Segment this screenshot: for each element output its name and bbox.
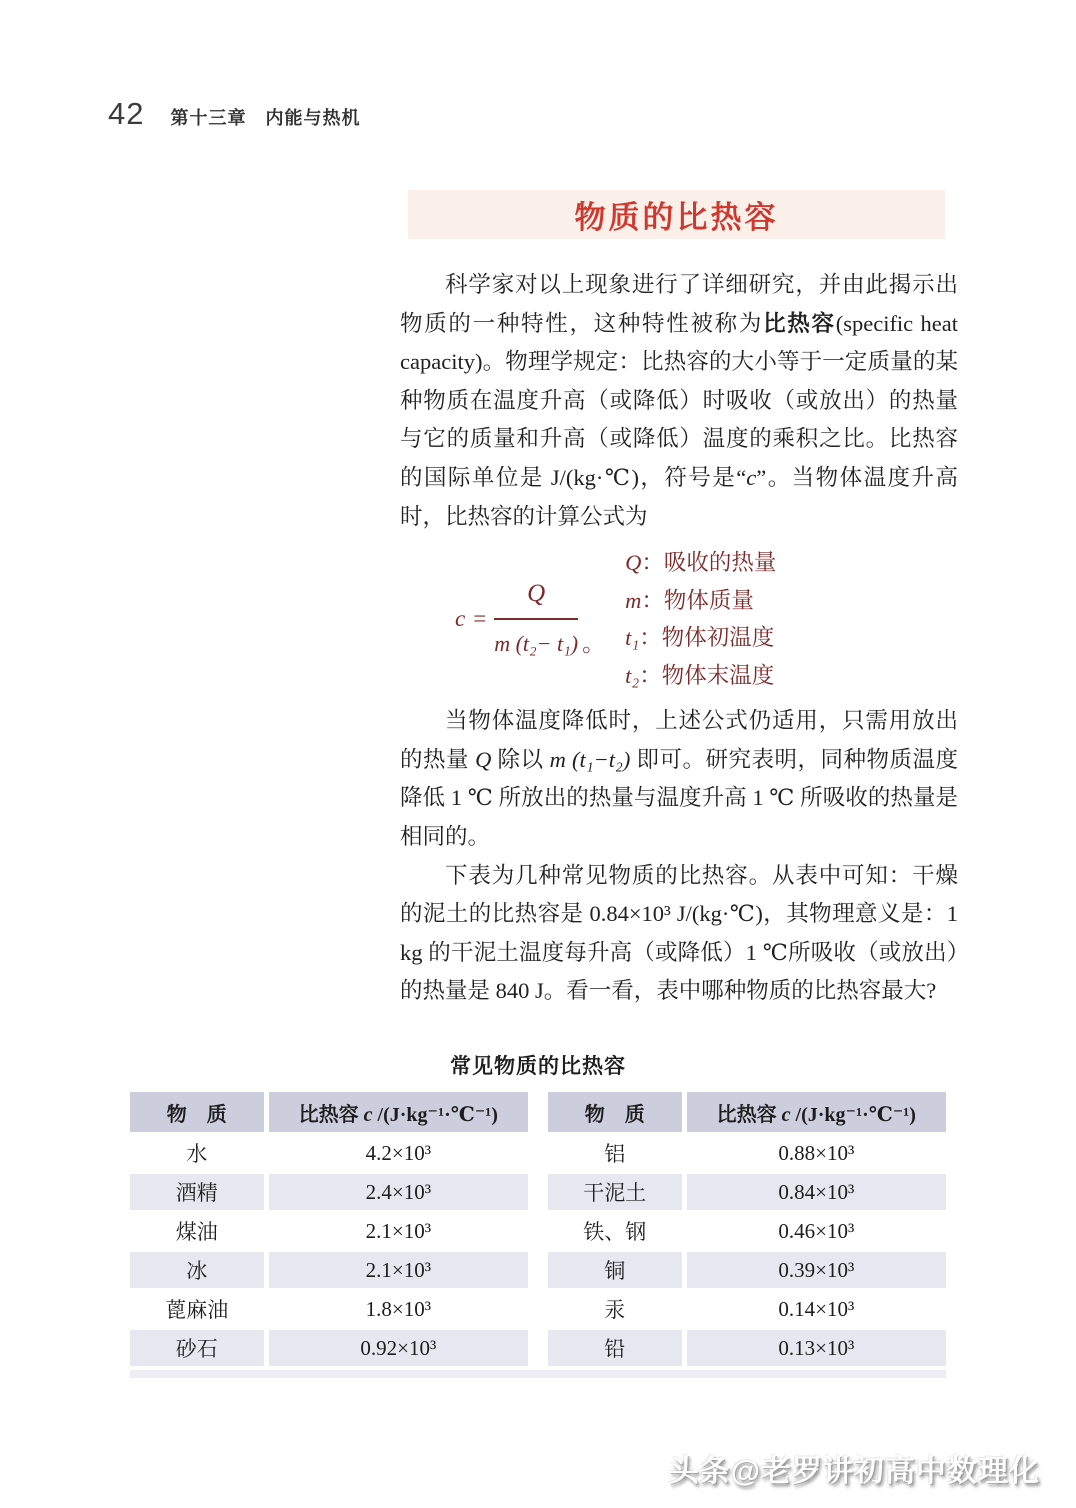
specific-heat-table-section bbox=[130, 1050, 946, 1378]
intro-symbol-c: c bbox=[746, 464, 757, 490]
table-row bbox=[548, 1174, 946, 1210]
substance-cell: 汞 bbox=[604, 1298, 626, 1322]
substance-column-header: 物 质 bbox=[130, 1092, 264, 1132]
legend-line-t2 bbox=[625, 657, 776, 695]
table-caption: 常见物质的比热容 bbox=[450, 1055, 626, 1078]
specific-heat-formula bbox=[455, 575, 605, 664]
substance-cell: 铁、钢 bbox=[583, 1220, 647, 1244]
intro-text-2: (specific heat capacity)。物理学规定：比热容的大小等于一定质量的某种物质在温度升高（或降低）时吸收（或放出）的热量与它的质量和升高（或降低）温度的乘积之比。比热容的国际单位是 J/(kg·℃)，符号是“ bbox=[400, 310, 958, 490]
value-column-header bbox=[269, 1092, 528, 1132]
main-text-column bbox=[400, 266, 958, 1011]
substance-cell: 蓖麻油 bbox=[165, 1298, 229, 1322]
legend-desc: ：物体质量 bbox=[641, 587, 754, 613]
value-column-header bbox=[687, 1092, 946, 1132]
value-cell: 2.1×10³ bbox=[269, 1252, 528, 1288]
substance-cell: 酒精 bbox=[130, 1174, 264, 1210]
substance-cell: 铅 bbox=[548, 1330, 682, 1366]
section-title: 物质的比热容 bbox=[574, 200, 779, 235]
legend-line-t1 bbox=[625, 619, 776, 657]
page-header bbox=[108, 96, 360, 132]
value-header-text: 比热容 bbox=[298, 1103, 364, 1126]
legend-symbol: t₁ bbox=[625, 625, 640, 651]
para2-text-2: 除以 bbox=[491, 746, 550, 772]
intro-paragraph bbox=[400, 266, 958, 536]
legend-symbol: m bbox=[625, 587, 642, 613]
legend-desc: ：吸收的热量 bbox=[641, 550, 777, 576]
value-header-text: 比热容 bbox=[716, 1103, 782, 1126]
legend-symbol: t₂ bbox=[625, 662, 640, 688]
chapter-title: 第十三章 内能与热机 bbox=[170, 108, 361, 128]
table-row bbox=[548, 1135, 946, 1171]
para2-text-1: 当物体温度降低时，上述公式仍适用，只需用放出的热量 bbox=[400, 708, 958, 772]
table-row bbox=[548, 1213, 946, 1249]
substance-cell: 煤油 bbox=[175, 1220, 218, 1244]
value-cell: 0.13×10³ bbox=[687, 1330, 946, 1366]
value-cell: 0.84×10³ bbox=[687, 1174, 946, 1210]
table-header-row bbox=[548, 1092, 946, 1132]
legend-symbol: Q bbox=[625, 550, 642, 576]
table-row bbox=[130, 1291, 528, 1327]
intro-bold-term: 比热容 bbox=[763, 310, 836, 336]
table-row bbox=[130, 1252, 528, 1288]
value-cell: 0.14×10³ bbox=[778, 1296, 855, 1321]
specific-heat-table-left bbox=[125, 1089, 533, 1369]
table-row bbox=[548, 1252, 946, 1288]
substance-cell: 铜 bbox=[548, 1252, 682, 1288]
value-header-units: /(J·kg⁻¹·℃⁻¹) bbox=[372, 1103, 498, 1126]
table-bottom-strip bbox=[130, 1370, 946, 1378]
intro-text-1: 科学家对以上现象进行了详细研究，并由此揭示出物质的一种特性，这种特性被称为 bbox=[400, 272, 958, 336]
formula-period: 。 bbox=[582, 631, 606, 657]
table-row bbox=[548, 1330, 946, 1366]
substance-cell: 水 bbox=[186, 1142, 208, 1166]
value-cell: 0.39×10³ bbox=[687, 1252, 946, 1288]
value-header-symbol: c bbox=[781, 1103, 791, 1126]
substance-cell: 铝 bbox=[604, 1142, 626, 1166]
value-cell: 1.8×10³ bbox=[365, 1296, 431, 1321]
table-row bbox=[130, 1174, 528, 1210]
table-pair bbox=[130, 1092, 946, 1366]
substance-cell: 砂石 bbox=[130, 1330, 264, 1366]
value-cell: 0.92×10³ bbox=[269, 1330, 528, 1366]
para2-text-3: 即可。研究表明，同种物质温度降低 1 ℃ 所放出的热量与温度升高 1 ℃ 所吸收的热量是相同的。 bbox=[400, 746, 958, 849]
cooling-paragraph bbox=[400, 702, 958, 856]
formula-fraction bbox=[494, 575, 578, 664]
formula-numerator: Q bbox=[494, 575, 578, 621]
table-row bbox=[130, 1213, 528, 1249]
substance-cell: 干泥土 bbox=[548, 1174, 682, 1210]
legend-desc: ：物体初温度 bbox=[639, 625, 775, 651]
table-intro-paragraph: 下表为几种常见物质的比热容。从表中可知：干燥的泥土的比热容是 0.84×10³ J/(kg·℃)，其物理意义是：1 kg 的干泥土温度每升高（或降低）1 ℃所吸收（或放出）的热量是 840 J。看一看，表中哪种物质的比热容最大? bbox=[400, 862, 958, 1004]
para2-symbol-q: Q bbox=[475, 746, 492, 772]
formula-lhs: c bbox=[455, 605, 466, 631]
legend-desc: ：物体末温度 bbox=[639, 662, 775, 688]
intro-text-3: ”。当物体温度升高时，比热容的计算公式为 bbox=[400, 464, 958, 529]
substance-cell: 冰 bbox=[130, 1252, 264, 1288]
table-header-row bbox=[130, 1092, 528, 1132]
formula-denominator: m (t₂− t₁) bbox=[494, 631, 579, 657]
substance-column-header: 物 质 bbox=[548, 1092, 682, 1132]
table-row bbox=[130, 1135, 528, 1171]
value-cell: 0.46×10³ bbox=[778, 1218, 855, 1243]
formula-equals: = bbox=[473, 605, 487, 631]
value-cell: 0.88×10³ bbox=[778, 1140, 855, 1165]
specific-heat-table-right bbox=[543, 1089, 951, 1369]
value-header-symbol: c bbox=[363, 1103, 373, 1126]
value-cell: 2.4×10³ bbox=[269, 1174, 528, 1210]
value-cell: 4.2×10³ bbox=[365, 1140, 431, 1165]
value-header-units: /(J·kg⁻¹·℃⁻¹) bbox=[790, 1103, 916, 1126]
value-cell: 2.1×10³ bbox=[365, 1218, 431, 1243]
watermark-text: 头条@老罗讲初高中数理化 bbox=[668, 1455, 1040, 1488]
table-row bbox=[548, 1291, 946, 1327]
section-banner bbox=[408, 190, 945, 239]
table-row bbox=[130, 1330, 528, 1366]
legend-line-m bbox=[625, 582, 776, 620]
formula-block bbox=[455, 544, 958, 694]
page-number: 42 bbox=[108, 96, 145, 131]
para2-expression: m (t₁−t₂) bbox=[549, 746, 631, 772]
formula-legend bbox=[625, 544, 776, 694]
legend-line-q bbox=[625, 544, 776, 582]
